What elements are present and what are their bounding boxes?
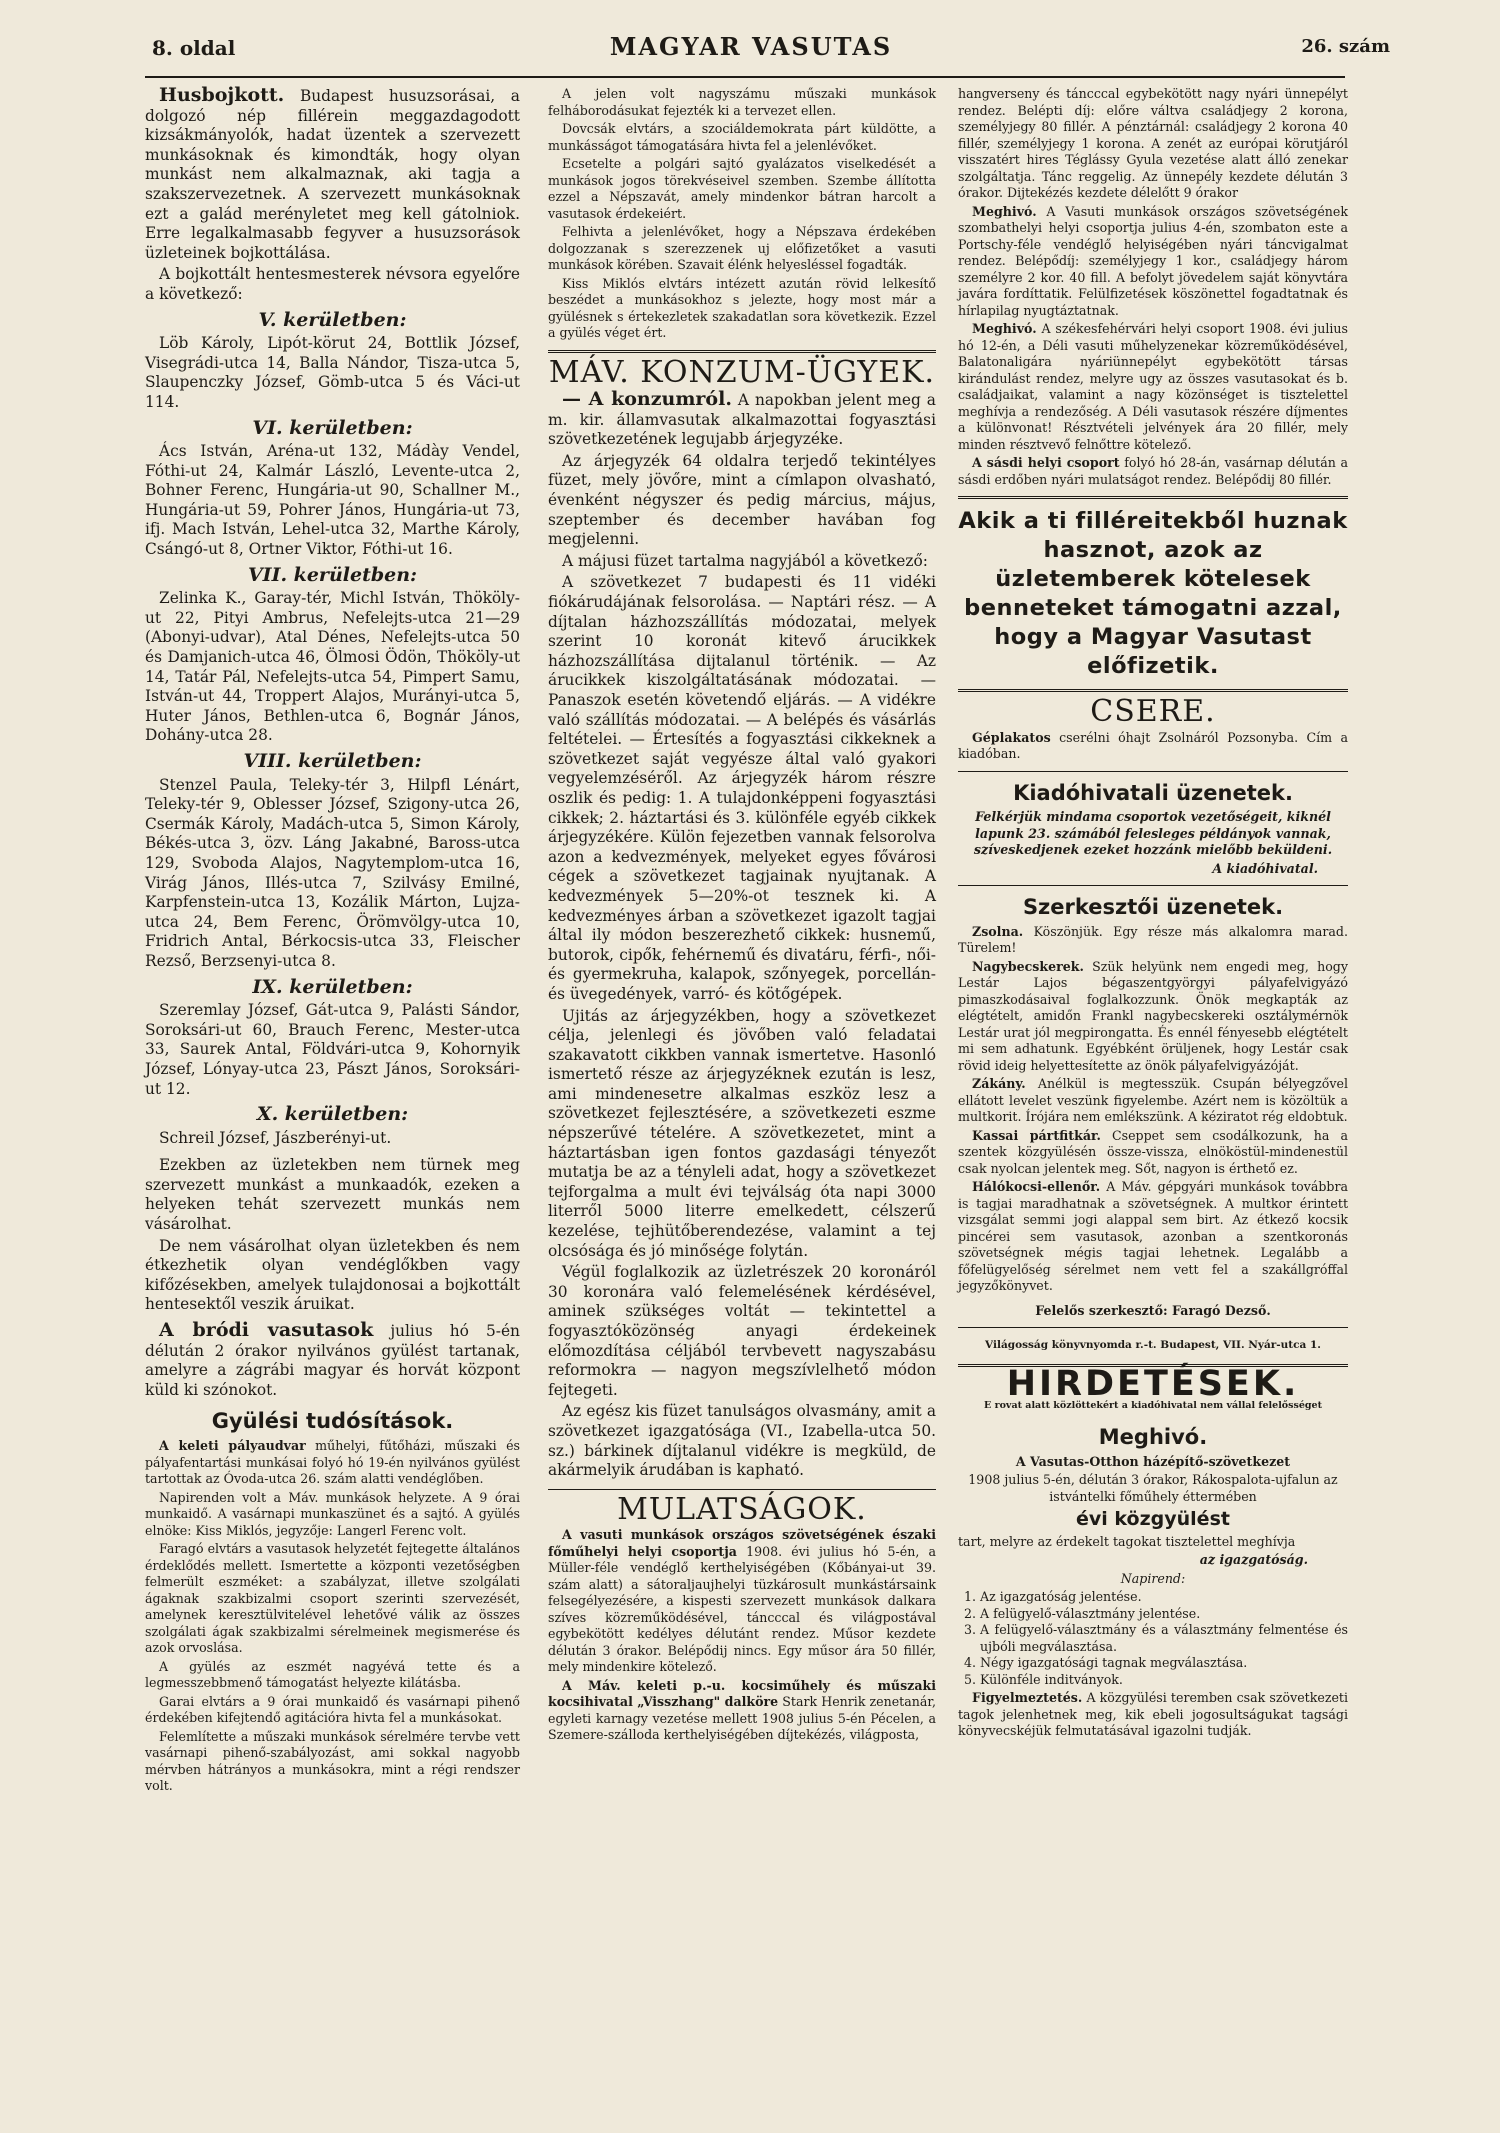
district-10-list: Schreil József, Jászberényi-ut. bbox=[159, 1128, 392, 1147]
meeting-2-text: Napirenden volt a Máv. munkások helyzete. A 9 órai munkaidő. A vasárnapi munkaszünet és a sajtó. A gyülés elnöke: Kiss Miklós, jegyzője: Langerl Ferenc volt. bbox=[145, 1489, 520, 1538]
boycott-outro-2: De nem vásárolhat olyan üzletekben és nem étkezhetik olyan vendéglőkben vagy kifőzésekben, amelyek tulajdonosai a bojkottált hentesektől veszik áruikat. bbox=[145, 1236, 520, 1314]
district-5-list: Löb Károly, Lipót-körut 24, Bottlik József, Visegrádi-utca 14, Balla Nándor, Tisza-utca 5, Slaupenczky József, Gömb-utca 5 és Váci-ut 114. bbox=[145, 334, 520, 411]
meeting-cont-5: Kiss Miklós elvtárs intézett azután rövid lelkesítő beszédet a munkásokhoz s jelezte, hogy most már a gyülésnek s értekezletek szakadatlan sora következik. Ezzel a gyülés véget ért. bbox=[548, 275, 936, 340]
meeting-1-title: A keleti pályaudvar bbox=[159, 1438, 306, 1453]
events-list bbox=[548, 1527, 936, 1744]
notice-2-title: Nagybecskerek. bbox=[972, 958, 1084, 974]
section-divider bbox=[548, 1489, 936, 1490]
meeting-cont-4: Felhivta a jelenlévőket, hogy a Népszava érdekében dolgozzanak s szerezzenek uj előfizetőket a vasuti munkások körében. Szavait élénk helyesléssel fogadták. bbox=[548, 224, 936, 272]
publisher-signature: A kiadóhivatal. bbox=[1212, 860, 1318, 876]
brod-text: julius hó 5-én délután 2 órakor nyilvános gyülést tartanak, amelyre a zágrábi magyar és horvát központ küld ki szónokot. bbox=[145, 1322, 520, 1399]
warning-title: Figyelmeztetés. bbox=[972, 1690, 1083, 1706]
konzum-para-5: Ujitás az árjegyzékben, hogy a szövetkezet célja, jelenlegi és jövőben való feladatai szakavatott cikkben vannak ismertetve. Hasonló ismertető része az árjegyzéknek ezután is lesz, ami mindenesetre alkalmas eszköz lesz a szövetkezet fejlesztésére, a szövetkezeti eszme népszerűvé tételére. A szövetkezetet, mint a háztartásban igen fontos gazdasági tényezőt mutatja be az a tényleli adat, hogy a szövetkezet tejforgalma a mult évi tejválság óta napi 3000 literről 5000 literre emelkedett, célszerű kezelése, tejhütőberendezése, valamint a tej olcsósága és jó minősége folytán. bbox=[548, 1006, 936, 1260]
district-10-title: X. kerületben: bbox=[256, 1103, 409, 1126]
assembly-invite-heading: Meghivó. bbox=[1098, 1425, 1208, 1450]
invite-1-text: A Vasuti munkások országos szövetségének szombathelyi helyi csoportja julius 4-én, szombaton este a Portschy-féle vendéglő helyiségében nyári táncvigalmat rendez. Belépődíj: személyjegy 1 kor., családjegy három személyre 2 kor. 40 fill. A befolyt jövedelem saját könyvtára javára fordíttatik. Felülfizetések köszönettel fogadtatnak és hírlapilag nyugtáztatnak. bbox=[958, 203, 1348, 318]
responsible-editor: Felelős szerkesztő: Faragó Dezső. bbox=[1035, 1302, 1271, 1318]
district-8-title: VIII. kerületben: bbox=[243, 750, 422, 772]
exchange-heading: CSERE. bbox=[1090, 694, 1216, 729]
issue-number: 26. szám bbox=[1301, 36, 1390, 57]
district-7-list: Zelinka K., Garay-tér, Michl István, Thököly-ut 22, Pityi Ambrus, Nefelejts-utca 21—29 (Abonyi-udvar), Atal Dénes, Nefelejts-utca 50 és Damjanich-utca 46, Ölmosi Ödön, Thököly-ut 14, Tatár Pál, Nefelejts-utca 54, Pimpert Samu, István-ut 44, Troppert Alajos, Murányi-utca 5, Huter János, Bethlen-utca 6, Bognár János, Dohány-utca 28. bbox=[145, 589, 520, 745]
konzum-heading: MÁV. KONZUM-ÜGYEK. bbox=[548, 354, 936, 390]
section-divider bbox=[958, 771, 1348, 772]
page-header bbox=[72, 32, 1430, 62]
section-divider bbox=[958, 885, 1348, 886]
column-2 bbox=[548, 86, 936, 1746]
meeting-cont-2: Dovcsák elvtárs, a szociáldemokrata párt küldötte, a munkásságot támogatására hivta fel a jelenlévőket. bbox=[548, 121, 936, 153]
assembly-text: tart, melyre az érdekelt tagokat tisztelettel meghívja bbox=[958, 1533, 1296, 1549]
boycott-article bbox=[145, 86, 520, 263]
notice-4-title: Kassai pártfitkár. bbox=[972, 1127, 1101, 1143]
assembly-org: A Vasutas-Otthon házépítő-szövetkezet bbox=[1015, 1453, 1291, 1469]
events-heading: MULATSÁGOK. bbox=[617, 1491, 867, 1527]
section-divider bbox=[958, 1327, 1348, 1328]
exchange-ad bbox=[958, 730, 1348, 763]
column-1 bbox=[145, 86, 520, 1797]
agenda-item: 2. A felügyelő-választmány jelentése. bbox=[980, 1606, 1348, 1623]
district-8-list: Stenzel Paula, Teleky-tér 3, Hilpfl Lénárt, Teleky-tér 9, Oblesser József, Szigony-utca 26, Csermák Károly, Madách-utca 5, Simon Károly, Békés-utca 3, özv. Láng Jakabné, Baross-utca 129, Svoboda Alajos, Nagytemplom-utca 16, Virág János, Illés-utca 7, Szilvásy Emilné, Karpfenstein-utca 13, Kozálik Márton, Lujza-utca 24, Bem Ferenc, Örömvölgy-utca 10, Fridrich Antal, Bérkocsis-utca 33, Fleischer Rezső, Berzsenyi-utca 8. bbox=[145, 775, 520, 970]
meeting-continued bbox=[548, 86, 936, 342]
boycott-outro-1: Ezekben az üzletekben nem türnek meg szervezett munkást a munkaadók, ezeken a helyeken tehát szervezett munkás nem vásárolhat. bbox=[145, 1156, 520, 1234]
ads-disclaimer: E rovat alatt közlöttekért a kiadóhivatal nem vállal felelősséget bbox=[984, 1400, 1322, 1412]
assembly-date: 1908 julius 5-én, délután 3 órakor, Rákospalota-ujfalun az istvántelki főműhely éttermében bbox=[968, 1472, 1338, 1504]
meeting-6-text: Felemlítette a műszaki munkások sérelmére tervbe vett vasárnapi pihenő-szabályozást, ami sokkal nagyobb mérvben hátrányos a munkásokra, mint a régi rendszer volt. bbox=[145, 1728, 520, 1793]
meeting-3-text: Faragó elvtárs a vasutasok helyzetét fejtegette általános érdeklődés mellett. Ismertette a központi vezetőségben felmerült eszméket: a szabályzat, illetve szolgálati ágaknak szakbizalmi csoport szerinti szervezését, amelynek keresztülvitelével lehetővé válik az összes szolgálati ágak szakbizalmi sérelmeinek megismerése és azok orvoslása. bbox=[145, 1541, 520, 1655]
meetings-report bbox=[145, 1438, 520, 1795]
assembly-title: évi közgyülést bbox=[1076, 1508, 1230, 1531]
meetings-heading: Gyülési tudósítások. bbox=[211, 1409, 454, 1434]
district-5-title: V. kerületben: bbox=[258, 308, 407, 331]
brod-article bbox=[145, 1321, 520, 1400]
section-divider bbox=[958, 496, 1348, 499]
section-divider bbox=[958, 689, 1348, 692]
exchange-text: cserélni óhajt Zsolnáról Pozsonyba. Cím a kiadóban. bbox=[958, 729, 1348, 762]
konzum-para-4: A szövetkezet 7 budapesti és 11 vidéki fiókárudájának felsorolása. — Naptári rész. — A díjtalan házhozszállítás módozatai, melyek szerint 10 koronát kitevő árucikkek házhozszállítása dijtalanul történik. — Az árucikkek kiszolgáltatásának módozatai. — Panaszok esetén követendő eljárás. — A vidékre való szállítás módozatai. — A belépés és vásárlás feltételei. — Értesítés a fogyasztási cikkeknek a szövetkezet saját vegyésze által való gyakori vegyelemzéséről. Az árjegyzék három részre oszlik és pedig: 1. A tulajdonképpeni fogyasztási cikkek; 2. háztartási és 3. különféle egyéb cikkek árjegyzékére. Külön fejezetben vannak felsorolva azon a kedvezmények, melyeket egyes fővárosi cégek a szövetkezet tagjainak nyujtanak. A kedvezmények 5—20%-ot tesznek ki. A kedvezményes árban a szövetkezet igazolt tagjai által ily módon beszerezhető cikkek: husnemű, butorok, cipők, fehérnemű és divatáru, férfi-, női- és gyermekruha, kalapok, szőnyegek, porcellán- és üvegedények, varró- és kötőgépek. bbox=[548, 573, 936, 1003]
warning-text: A közgyülési teremben csak szövetkezeti tagok jelenhetnek meg, kik ebeli jogosultságukat tagsági könyvecskéjük felmutatásával igazolni tudják. bbox=[958, 1690, 1348, 1739]
konzum-para-3: A májusi füzet tartalma nagyjából a következő: bbox=[562, 551, 928, 570]
ads-heading: HIRDETÉSEK. bbox=[1006, 1363, 1300, 1404]
konzum-para-2: Az árjegyzék 64 oldalra terjedő tekintélyes füzet, mely jövőre, mint a címlapon olvasható, évenként négyszer és pedig március, május, szeptember és december havában fog megjelenni. bbox=[548, 451, 936, 549]
event-1-title: A vasuti munkások országos szövetségének északi főműhelyi helyi csoportja bbox=[548, 1527, 936, 1559]
konzum-text-1: A napokban jelent meg a m. kir. államvasutak alkalmazottai fogyasztási szövetkezetének legujabb árjegyzéke. bbox=[548, 391, 936, 449]
invite-3-title: A sásdi helyi csoport bbox=[972, 455, 1120, 470]
section-divider bbox=[548, 350, 936, 353]
publisher-notice: Felkérjük mindama csoportok vezetőségeit, kiknél lapunk 23. számából felesleges példányok vannak, szíveskedjenek ezeket hozzánk mielőbb beküldeni. bbox=[973, 809, 1333, 858]
agenda-item: 3. A felügyelő-választmány és a választmány felmentése és ujbóli megválasztása. bbox=[980, 1622, 1348, 1655]
konzum-para-1 bbox=[548, 390, 936, 450]
assembly-signature: az igazgatóság. bbox=[1199, 1552, 1308, 1568]
notice-3-text: Anélkül is megtesszük. Csupán bélyegzővel ellátott levelet veszünk figyelembe. Azért nem is közöltük a multkorit. Írójára nem emlékszünk. A kéziratot rég eldobtuk. bbox=[958, 1076, 1348, 1125]
assembly-invite bbox=[958, 1454, 1348, 1740]
editor-notices-heading: Szerkesztői üzenetek. bbox=[1022, 895, 1284, 920]
agenda-item: 4. Négy igazgatósági tagnak megválasztása. bbox=[980, 1655, 1348, 1672]
notice-2-text: Szük helyünk nem engedi meg, hogy Lestár Lajos bégaszentgyörgyi pályafelvigyázó pimaszkodásaival foglalkozzunk. Önök megkapták az elégtételt, amidőn Frankl nagybecskereki osztálymérnök Lestár urat jól megpirongatta. És ennél fényesebb elégtételt mi sem adhatunk. Egyébként örüljenek, hogy Lestár csak rövid ideig helyettesítette az önök pályafelvigyázóját. bbox=[958, 958, 1348, 1073]
subscribe-banner: Akik a ti filléreitekből huznak hasznot, azok az üzletemberek kötelesek benneteket támogatni azzal, hogy a Magyar Vasutast előfizetik. bbox=[958, 508, 1348, 679]
agenda-label: Napirend: bbox=[1120, 1570, 1186, 1586]
boycott-title: Husbojkott. bbox=[159, 84, 285, 106]
publisher-notices-heading: Kiadóhivatali üzenetek. bbox=[1013, 780, 1293, 805]
district-9-title: IX. kerületben: bbox=[252, 975, 413, 998]
event-2-title: A Máv. keleti p.-u. kocsiműhely és műszaki kocsihivatal „Visszhang" dalköre bbox=[548, 1677, 936, 1710]
exchange-title: Géplakatos bbox=[972, 729, 1051, 745]
konzum-para-6: Végül foglalkozik az üzletrészek 20 koronáról 30 koronára való felemelésének kérdésével, aminek szükséges voltát — tekintettel a fogyasztóközönség anyagi érdekeinek előmozdítása céljából tervbevett nagyszabásu reformokra — nagyon megszívlelhető módon fejtegeti. bbox=[548, 1263, 936, 1399]
konzum-para-7: Az egész kis füzet tanulságos olvasmány, amit a szövetkezet igazgatósága (VI., Izabella-utca 50. sz.) bárkinek díjtalanul vidékre is megküld, de akármelyik árudában is kapható. bbox=[548, 1402, 936, 1480]
boycott-text: Budapest husuzsorásai, a dolgozó nép fillérein meggazdagodott kizsákmányolók, hadat üzentek a szervezett munkásoknak és kimondták, hogy olyan munkást nem alkalmaznak, aki tagja a szakszervezetnek. A szervezett munkásoknak ezt a galád merényletet meg kell gátolniok. Erre legalkalmasabb fegyver a husuzsorások üzleteinek bojkottálása. bbox=[145, 87, 520, 262]
agenda-list bbox=[958, 1589, 1348, 1688]
agenda-item: 1. Az igazgatóság jelentése. bbox=[980, 1589, 1348, 1606]
invite-1-title: Meghivó. bbox=[972, 203, 1037, 219]
konzum-title: — A konzumról. bbox=[562, 388, 732, 411]
agenda-item: 5. Különféle inditványok. bbox=[980, 1672, 1348, 1689]
notice-4-text: Cseppet sem csodálkozunk, ha a szentek közgyülésén össze-vissza, elnököstül-mindenestül csak nyolcan jelentek meg. Sőt, nagyon is érthető ez. bbox=[958, 1127, 1348, 1176]
brod-title: A bródi vasutasok bbox=[159, 1319, 374, 1342]
event-2-continued: hangverseny és táncccal egybekötött nagy nyári ünnepélyt rendez. Belépti díj: előre váltva családjegy 2 korona, személyjegy 80 fillér. A pénztárnál: családjegy 2 korona 40 fillér, személyjegy 1 korona. A zenét az európai körutjáról visszatért hires Téglássy Gyula vezetése alatt álló zenekar szolgáltatja. Tánc reggelig. Az ünnepély kezdete délután 3 órakor. Dijtekézés kezdete délelőtt 9 órakor bbox=[958, 86, 1348, 200]
notice-1-text: Köszönjük. Egy része más alkalomra marad. Türelem! bbox=[958, 923, 1348, 956]
notice-1-title: Zsolna. bbox=[972, 923, 1024, 939]
page-number: 8. oldal bbox=[152, 36, 236, 60]
meeting-cont-1: A jelen volt nagyszámu műszaki munkások felháborodásukat fejezték ki a tervezet ellen. bbox=[548, 86, 936, 118]
notice-5-title: Hálókocsi-ellenőr. bbox=[972, 1179, 1101, 1195]
events-continued bbox=[958, 86, 1348, 488]
invite-2-title: Meghivó. bbox=[972, 321, 1037, 336]
event-2-text: Stark Henrik zenetanár, egyleti karnagy vezetése mellett 1908 julius 5-én Pécelen, a Szemere-szálloda kerthelyiségében díjtekézés, világposta, bbox=[548, 1694, 937, 1743]
notice-5-text: A Máv. gépgyári munkások továbbra is tagjai maradhatnak a szövetségnek. A multkor érintett vizsgálat semmi jogi alappal sem birt. Az étkező kocsik pincérei sem vasutasok, azonban a szentkoronás szövetségnek mégis tagjai lehetnek. Legalább a főfelügyelőség sérelmet nem vett fel a szakállgróffal jegyzőkönyvet. bbox=[958, 1179, 1348, 1294]
district-7-title: VII. kerületben: bbox=[247, 563, 418, 586]
header-rule bbox=[145, 76, 1345, 78]
boycott-list-intro: A bojkottált hentesmesterek névsora egyelőre a következő: bbox=[145, 265, 520, 303]
invite-2-text: A székesfehérvári helyi csoport 1908. évi julius hó 12-én, a Déli vasuti műhelyzenekar közreműködésével, Balatonaligára nyáriünnepélyt egybekötött társas kirándulást rendez, melyre ugy az összes vasutasokat és b. családjaikat, valamint a nagy közönséget is tisztelettel meghívja a rendezőség. A Déli vasutasok részére díjmentes a különvonat! Résztvételi jelvények ára 20 fillér, mely minden résztvevő felnőttre kötelező. bbox=[958, 321, 1348, 452]
district-6-title: VI. kerületben: bbox=[252, 416, 413, 439]
meeting-5-text: Garai elvtárs a 9 órai munkaidő és vasárnapi pihenő érdekében kifejtendő agitációra hivta fel a munkásokat. bbox=[145, 1693, 520, 1725]
event-1-text: 1908. évi julius hó 5-én, a Müller-féle vendéglő kerthelyiségében (Kőbányai-ut 39. szám alatt) a sátoraljaujhelyi tüzkárosult munkástársaink felsegélyezésére, a kispesti szervezett munkások dalkara szíves közreműködésével, táncccal és világpostával egybekötött kedélyes délutánt rendez. Műsor kezdete délután 3 órakor. Belépődij nincs. Egy műsor ára 50 fillér, mely mindenkire kötelező. bbox=[548, 1543, 936, 1675]
meeting-cont-3: Ecsetelte a polgári sajtó gyalázatos viselkedését a munkások jogos törekvéseivel szemben. Szembe állította ezzel a Népszavát, amely mindenkor bátran harcolt a vasutasok érdekeiért. bbox=[548, 156, 936, 221]
district-6-list: Ács István, Aréna-ut 132, Mádày Vendel, Fóthi-ut 24, Kalmár László, Levente-utca 2, Bohner Ferenc, Hungária-ut 90, Schallner M., Hungária-ut 59, Pohrer János, Hungária-ut 73, ifj. Mach István, Lehel-utca 32, Marthe Károly, Csángó-ut 8, Ortner Viktor, Fóthi-ut 16. bbox=[145, 442, 520, 559]
column-3 bbox=[958, 86, 1348, 1742]
printer-line: Világosság könyvnyomda r.-t. Budapest, VII. Nyár-utca 1. bbox=[985, 1339, 1321, 1352]
notice-3-title: Zákány. bbox=[972, 1076, 1026, 1092]
meeting-1-text: műhelyi, fűtőházi, műszaki és pályafentartási munkásai folyó hó 19-én nyilvános gyülést tartottak az Óvoda-utca 26. szám alatti vendéglőben. bbox=[145, 1438, 521, 1486]
invite-3-text: folyó hó 28-án, vasárnap délután a sásdi erdőben nyári mulatságot rendez. Belépődij 80 fillér. bbox=[958, 455, 1348, 487]
newspaper-title: MAGYAR VASUTAS bbox=[609, 32, 893, 61]
editor-notices bbox=[958, 924, 1348, 1295]
meeting-4-text: A gyülés az eszmét nagyévá tette és a legmesszebbmenő támogatást helyezte kilátásba. bbox=[145, 1658, 520, 1690]
district-9-list: Szeremlay József, Gát-utca 9, Palásti Sándor, Soroksári-ut 60, Brauch Ferenc, Mester-utca 33, Saurek Antal, Földvári-utca 9, Kohornyik József, Lónyay-utca 23, Pászt János, Soroksári-ut 12. bbox=[145, 1001, 520, 1098]
